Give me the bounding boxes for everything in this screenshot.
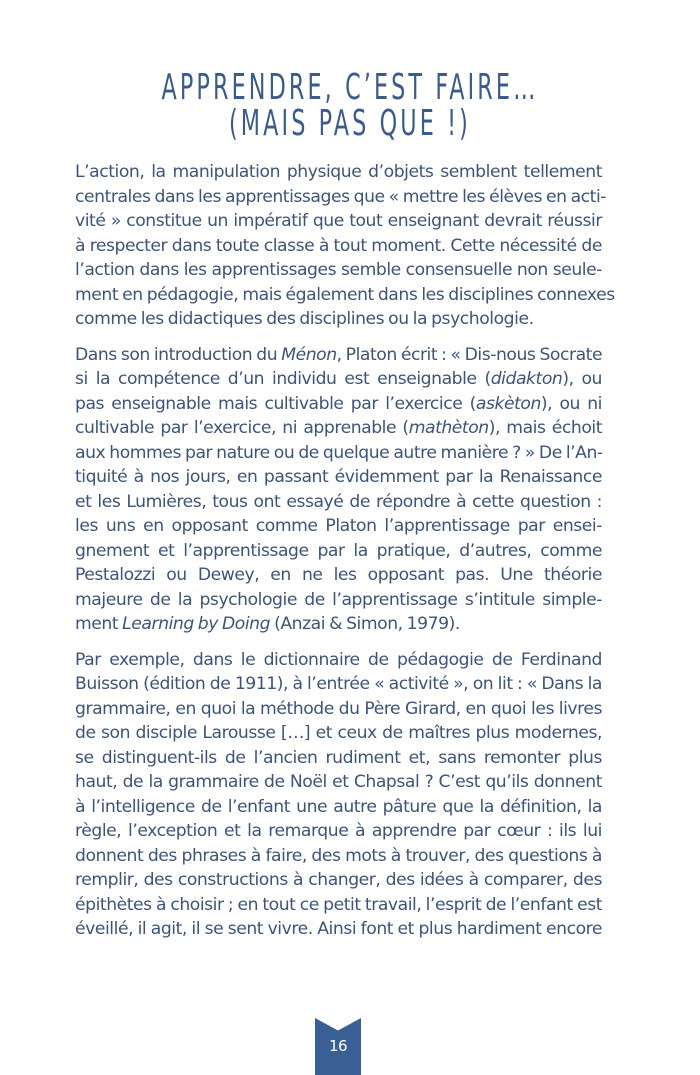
text-segment: Dans son introduction du [75,344,282,365]
text-line [75,893,602,918]
text-line [75,343,602,368]
text-segment: les uns en opposant comme Platon l’apprentissage par ensei- [75,516,602,536]
text-segment: , Platon écrit : « Dis-nous Socrate [336,344,603,365]
text-segment: donnent des phrases à faire, des mots à trouver, des questions à [75,845,602,866]
text-segment: haut, de la grammaire de Noël et Chapsal ? C’est qu’ils donnent [75,772,602,792]
text-segment: Pestalozzi ou Dewey, en ne les opposant pas. Une théorie [75,565,602,585]
italic-term: Ménon [281,344,337,365]
text-line [75,770,602,795]
text-line [75,465,602,490]
text-segment: centrales dans les apprentissages que « mettre les élèves en acti- [75,186,607,207]
text-segment: épithètes à choisir ; en tout ce petit travail, l’esprit de l’enfant est [75,894,602,915]
text-segment: (Anzai & Simon, 1979). [270,614,460,634]
text-segment: et les Lumières, tous ont essayé de répondre à cette question : [75,491,602,512]
text-segment: pas enseignable mais cultivable par l’exercice ( [75,393,476,414]
text-segment: si la compétence d’un individu est enseignable ( [75,369,491,389]
text-segment: ), ou [562,369,602,389]
paragraph [75,160,615,332]
text-line [75,588,602,613]
text-segment: ), mais échoit [488,418,603,438]
text-line [75,416,602,441]
text-line [75,283,615,308]
text-segment: remplir, des constructions à changer, des idées à comparer, des [75,870,602,890]
text-segment: règle, l’exception et la remarque à apprendre par cœur : ils lui [75,821,602,841]
text-line [75,441,602,466]
text-line [75,563,602,588]
text-segment: de son disciple Larousse […] et ceux de maîtres plus modernes, [75,723,602,743]
italic-term: Learning by Doing [122,614,271,634]
text-line [75,258,602,283]
text-line [75,307,602,332]
text-line [75,844,602,869]
text-line [75,209,602,234]
text-line [75,917,602,942]
paragraph [75,343,602,637]
text-segment: tiquité à nos jours, en passant évidemment par la Renaissance [75,467,602,487]
text-segment: Buisson (édition de 1911), à l’entrée « activité », on lit : « Dans la [75,674,602,694]
text-line [75,612,602,637]
paragraph [75,648,602,942]
chapter-title-line-2: (MAIS PAS QUE !) [228,103,471,144]
text-segment: Par exemple, dans le dictionnaire de pédagogie de Ferdinand [75,649,602,670]
text-segment: L’action, la manipulation physique d’objets semblent tellement [75,162,602,182]
text-segment: grammaire, en quoi la méthode du Père Girard, en quoi les livres [75,698,602,719]
text-line [75,514,602,539]
text-line [75,367,602,392]
text-segment: ment [75,614,123,634]
text-segment: aux hommes par nature ou de quelque autre manière ? » De l’An- [75,442,603,463]
text-segment: comme les didactiques des disciplines ou la psychologie. [75,309,534,329]
text-segment: à l’intelligence de l’enfant une autre pâture que la définition, la [75,796,602,817]
text-line [75,490,602,515]
text-segment: ), ou ni [540,393,602,414]
text-line [75,392,602,417]
chapter-title [0,67,700,144]
text-segment: vité » constitue un impératif que tout enseignant devrait réussir [75,211,602,231]
italic-term: didakton [490,369,563,389]
body-text [75,160,615,953]
italic-term: mathèton [408,418,489,438]
text-line [75,234,602,259]
text-line [75,185,607,210]
text-line [75,672,602,697]
text-line [75,648,602,673]
text-segment: cultivable par l’exercice, ni apprenable ( [75,418,409,438]
page-number: 16 [328,1037,348,1055]
text-line [75,721,602,746]
text-segment: éveillé, il agit, il se sent vivre. Ainsi font et plus hardiment encore [75,919,602,939]
text-segment: à respecter dans toute classe à tout moment. Cette nécessité de [75,235,602,256]
text-segment: l’action dans les apprentissages semble consensuelle non seule- [75,260,602,280]
text-segment: ment en pédagogie, mais également dans les disciplines connexes [75,284,615,305]
text-segment: majeure de la psychologie de l’apprentissage s’intitule simple- [75,589,602,610]
text-line [75,539,602,564]
italic-term: askèton [475,393,541,414]
text-line [75,795,602,820]
text-segment: gnement et l’apprentissage par la pratique, d’autres, comme [75,540,602,561]
chapter-title-line-1: APPRENDRE, C’EST FAIRE… [161,67,539,108]
text-line [75,746,602,771]
text-line [75,868,602,893]
text-segment: se distinguent-ils de l’ancien rudiment et, sans remonter plus [75,747,602,768]
text-line [75,819,602,844]
text-line [75,160,602,185]
text-line [75,697,602,722]
